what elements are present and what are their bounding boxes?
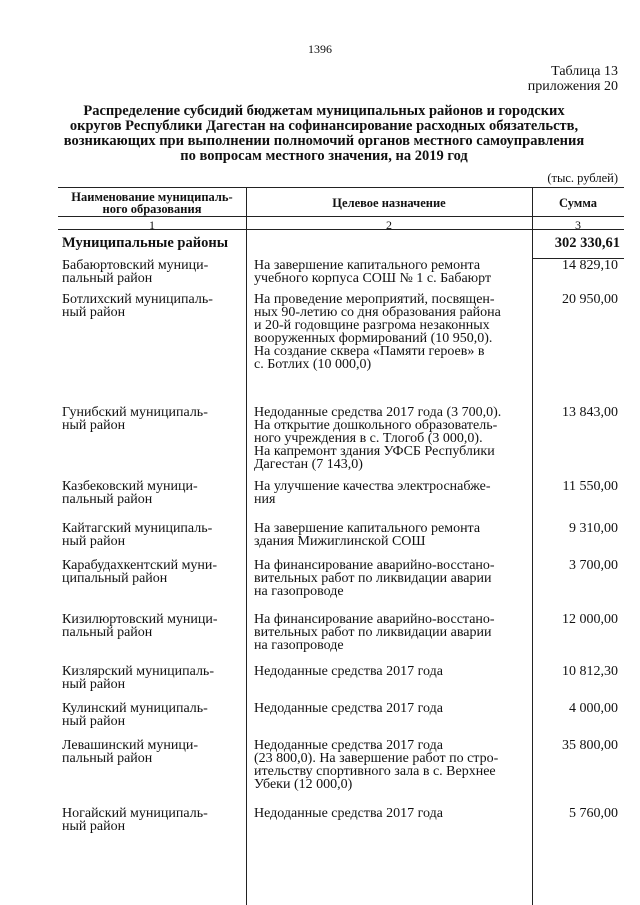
- document-title-line: возникающих при выполнении полномочий органов местного самоуправления: [63, 133, 585, 149]
- municipality-name: Кизлярский муниципаль- ный район: [62, 664, 214, 692]
- header-sum: Сумма: [559, 196, 597, 210]
- units-label: (тыс. рублей): [547, 171, 618, 185]
- sum-value: 35 800,00: [562, 738, 618, 753]
- municipality-name: Казбековский муници- пальный район: [62, 479, 198, 507]
- purpose-text: На улучшение качества электроснабже- ния: [254, 479, 491, 507]
- purpose-text: Недоданные средства 2017 года (3 700,0). На открытие дошкольного образователь- ного учреждения в с. Тлогоб (3 000,0). На капремонт здания УФСБ Республики Дагестан (7 143,0): [254, 405, 502, 472]
- column-number: 2: [386, 218, 392, 232]
- table-reference-line: Таблица 13: [551, 64, 618, 79]
- table-body: [58, 232, 624, 847]
- municipality-name: Левашинский муници- пальный район: [62, 738, 199, 766]
- sum-value: 3 700,00: [569, 558, 618, 573]
- sum-value: 9 310,00: [569, 521, 618, 536]
- section-name: Муниципальные районы: [62, 235, 229, 251]
- table-row: [58, 739, 624, 807]
- purpose-text: На финансирование аварийно-восстано- вительных работ по ликвидации аварии на газопроводе: [254, 558, 495, 599]
- document-title: [50, 104, 598, 164]
- document-title-line: Распределение субсидий бюджетам муниципальных районов и городских: [83, 103, 565, 119]
- municipality-name: Кайтагский муниципаль- ный район: [62, 521, 213, 549]
- purpose-text: На завершение капитального ремонта здания Мижиглинской СОШ: [254, 521, 481, 549]
- sum-value: 5 760,00: [569, 806, 618, 821]
- municipality-name: Кулинский муниципаль- ный район: [62, 701, 208, 729]
- section-sum: 302 330,61: [554, 235, 620, 251]
- purpose-text: Недоданные средства 2017 года: [254, 664, 443, 679]
- municipality-name: Ногайский муниципаль- ный район: [62, 806, 208, 834]
- page-number: 1396: [308, 42, 332, 56]
- municipality-name: Карабудахкентский муни- ципальный район: [62, 558, 218, 586]
- table-row: [58, 293, 624, 406]
- sum-value: 4 000,00: [569, 701, 618, 716]
- municipality-name: Гунибский муниципаль- ный район: [62, 405, 208, 433]
- sum-value: 12 000,00: [562, 612, 618, 627]
- sum-value: 14 829,10: [562, 258, 618, 273]
- document-title-line: округов Республики Дагестан на софинансирование расходных обязательств,: [69, 118, 579, 134]
- municipality-name: Ботлихский муниципаль- ный район: [62, 292, 213, 320]
- header-purpose: Целевое назначение: [332, 196, 446, 210]
- table-row: [58, 702, 624, 739]
- column-number: 1: [149, 218, 155, 232]
- sum-value: 11 550,00: [562, 479, 618, 494]
- purpose-text: На финансирование аварийно-восстано- вительных работ по ликвидации аварии на газопроводе: [254, 612, 495, 653]
- header-name-line: Наименование муниципаль-: [71, 190, 233, 204]
- purpose-text: На проведение мероприятий, посвящен- ных 90-летию со дня образования района и 20-й годовщине разгрома незаконных вооруженных формирований (10 950,0). На создание сквера «Памяти героев» в с. Ботлих (10 000,0): [254, 292, 501, 372]
- municipality-name: Кизилюртовский муници- пальный район: [62, 612, 218, 640]
- table-row: [58, 665, 624, 702]
- document-title-line: по вопросам местного значения, на 2019 год: [180, 148, 468, 164]
- sum-value: 20 950,00: [562, 292, 618, 307]
- purpose-text: Недоданные средства 2017 года (23 800,0). На завершение работ по стро- ительству спортивного зала в с. Верхнее Убеки (12 000,0): [254, 738, 499, 792]
- header-name-line: ного образования: [102, 202, 202, 216]
- purpose-text: На завершение капитального ремонта учебного корпуса СОШ № 1 с. Бабаюрт: [254, 258, 492, 286]
- purpose-text: Недоданные средства 2017 года: [254, 701, 443, 716]
- table-reference: [528, 64, 618, 94]
- sum-value: 13 843,00: [562, 405, 618, 420]
- column-number: 3: [575, 218, 581, 232]
- header-name: [58, 191, 246, 215]
- table-row: [58, 480, 624, 522]
- purpose-text: Недоданные средства 2017 года: [254, 806, 443, 821]
- table-row: [58, 559, 624, 613]
- table-row: [58, 613, 624, 665]
- section-row: [58, 232, 624, 259]
- table-header-border: [58, 216, 624, 217]
- table-row: [58, 259, 624, 293]
- table-reference-line: приложения 20: [527, 79, 618, 94]
- table-top-border: [58, 187, 624, 188]
- table-row: [58, 807, 624, 847]
- municipality-name: Бабаюртовский муници- пальный район: [62, 258, 209, 286]
- table-row: [58, 522, 624, 559]
- table-row: [58, 406, 624, 480]
- sum-value: 10 812,30: [562, 664, 618, 679]
